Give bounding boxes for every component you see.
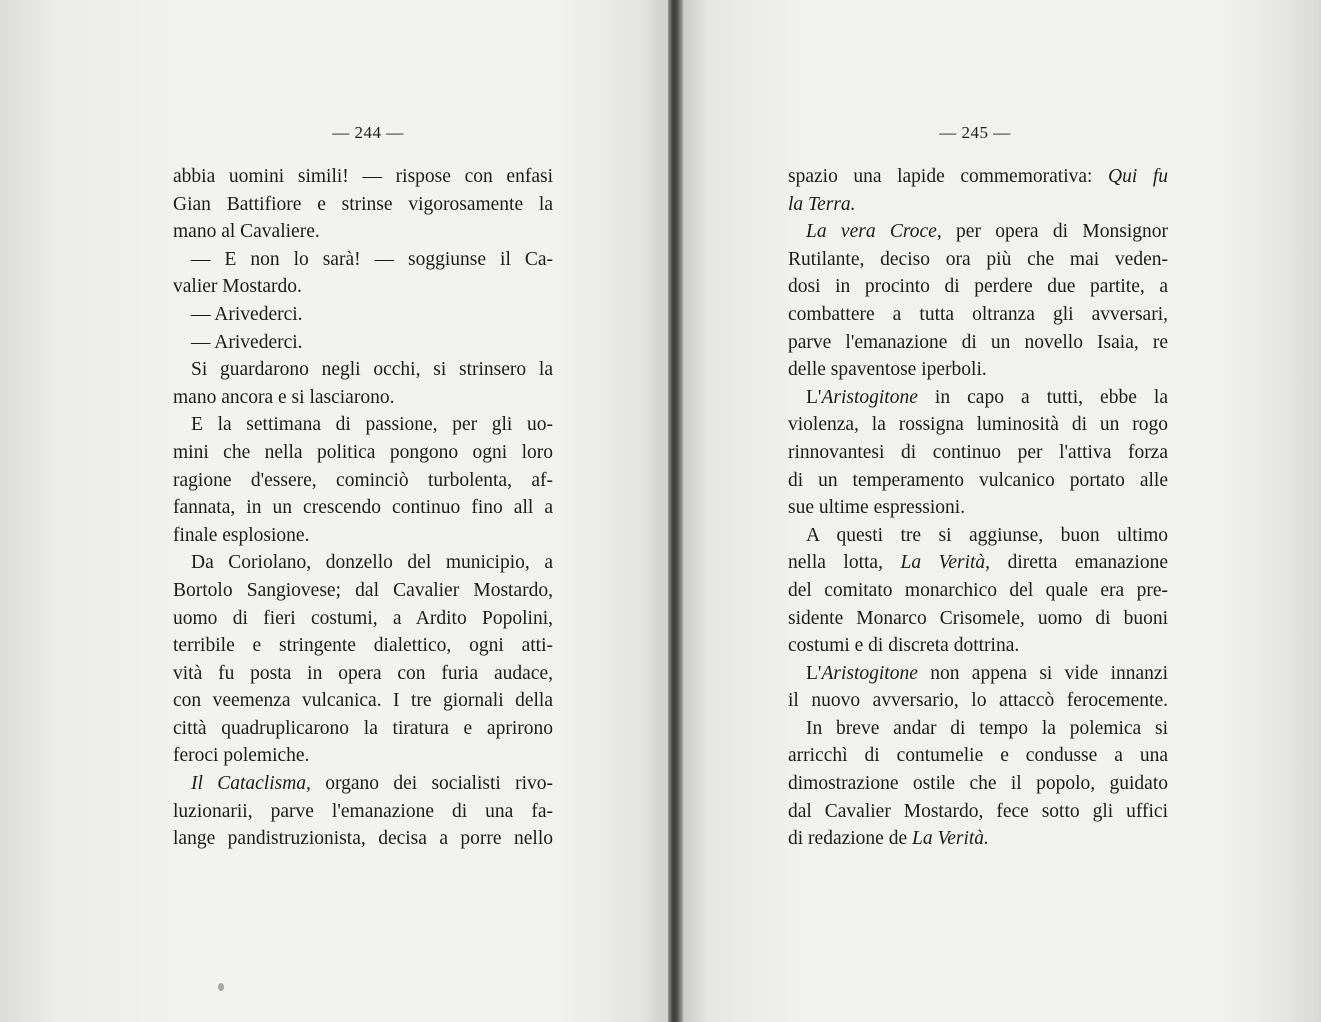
page-number-245: — 245 —	[939, 123, 1011, 142]
newspaper-title-la-verita: La Verità.	[911, 828, 989, 850]
text-line: — Arivederci.	[191, 303, 303, 325]
text-line	[788, 163, 1168, 191]
text-line: A questi tre si aggiunse, buon ultimo	[806, 524, 1168, 546]
newspaper-title-la-vera-croce: La vera Croce,	[806, 221, 942, 243]
text-line: terribile e stringente dialettico, ogni atti-	[173, 635, 553, 657]
text-line: E la settimana di passione, per gli uo-	[191, 414, 553, 436]
text-line: violenza, la rossigna luminosità di un rogo	[788, 414, 1168, 436]
text-line: il nuovo avversario, lo attaccò ferocemente.	[788, 690, 1168, 712]
text-line: dimostrazione ostile che il popolo, guidato	[788, 773, 1168, 795]
text-line: sidente Monarco Crisomele, uomo di buoni	[788, 607, 1168, 629]
page-number-244: — 244 —	[332, 123, 404, 142]
text-fragment: L'	[806, 386, 822, 408]
text-line: con veemenza vulcanica. I tre giornali della	[173, 690, 553, 712]
text-line: Da Coriolano, donzello del municipio, a	[191, 552, 553, 574]
text-line: abbia uomini simili! — rispose con enfasi	[173, 166, 553, 187]
text-fragment: non appena si vide innanzi	[917, 662, 1168, 684]
text-line	[788, 660, 1168, 688]
text-line: combattere a tutta oltranza gli avversari,	[788, 303, 1168, 325]
text-line: In breve andar di tempo la polemica si	[806, 717, 1168, 739]
text-line: mano al Cavaliere.	[173, 221, 320, 243]
text-line: ragione d'essere, cominciò turbolenta, af-	[173, 469, 553, 491]
text-line: di un temperamento vulcanico portato alle	[788, 469, 1168, 491]
newspaper-title-la-verita: La Verità,	[900, 552, 991, 574]
text-line	[788, 218, 1168, 246]
text-line: costumi e di discreta dottrina.	[788, 635, 1020, 657]
text-line	[173, 770, 553, 798]
text-line: Si guardarono negli occhi, si strinsero la	[191, 359, 553, 381]
text-line: arricchì di contumelie e condusse a una	[788, 745, 1168, 767]
text-line: Rutilante, deciso ora più che mai veden-	[788, 248, 1168, 270]
text-line: delle spaventose iperboli.	[788, 359, 987, 381]
text-line: mano ancora e si lasciarono.	[173, 386, 395, 408]
book-gutter	[668, 0, 683, 1022]
text-line: mini che nella politica pongono ogni loro	[173, 441, 553, 463]
text-fragment: L'	[806, 662, 822, 684]
text-fragment: spazio una lapide commemorativa:	[788, 166, 1108, 187]
text-line: feroci polemiche.	[173, 745, 310, 767]
text-line: valier Mostardo.	[173, 276, 302, 298]
text-line: rinnovantesi di continuo per l'attiva forza	[788, 441, 1168, 463]
text-line: vità fu posta in opera con furia audace,	[173, 662, 553, 684]
text-line: dosi in procinto di perdere due partite, a	[788, 276, 1168, 298]
text-line	[788, 549, 1168, 577]
text-line	[788, 825, 1168, 853]
text-line: fannata, in un crescendo continuo fino all a	[173, 497, 553, 519]
text-line	[788, 191, 1168, 219]
newspaper-title-il-cataclisma: Il Cataclisma,	[191, 773, 311, 795]
text-fragment: per opera di Monsignor	[941, 221, 1168, 243]
text-line: uomo di fieri costumi, a Ardito Popolini,	[173, 607, 553, 629]
text-line: parve l'emanazione di un novello Isaia, re	[788, 331, 1168, 353]
text-fragment: in capo a tutti, ebbe la	[917, 386, 1168, 408]
text-line	[788, 384, 1168, 412]
text-fragment: organo dei socialisti rivo-	[310, 773, 554, 795]
text-fragment: diretta emanazione	[990, 552, 1168, 574]
ink-speck	[218, 983, 224, 991]
newspaper-title-aristogitone: Aristogitone	[821, 662, 918, 684]
text-line: dal Cavalier Mostardo, fece sotto gli uffici	[788, 800, 1168, 822]
text-line: — Arivederci.	[191, 331, 303, 353]
italic-fragment: la Terra.	[788, 193, 856, 215]
text-line: del comitato monarchico del quale era pre-	[788, 579, 1168, 601]
text-fragment: di redazione de	[788, 828, 912, 850]
text-fragment: nella lotta,	[788, 552, 901, 574]
text-line: città quadruplicarono la tiratura e aprirono	[173, 717, 553, 739]
text-line: sue ultime espressioni.	[788, 497, 966, 519]
left-page-text	[173, 163, 553, 853]
text-line: finale esplosione.	[173, 524, 310, 546]
text-line: lange pandistruzionista, decisa a porre nello	[173, 828, 553, 850]
italic-fragment: Qui fu	[1108, 166, 1168, 187]
text-line: — E non lo sarà! — soggiunse il Ca-	[191, 248, 553, 270]
text-line: Gian Battifiore e strinse vigorosamente la	[173, 193, 553, 215]
text-line: luzionarii, parve l'emanazione di una fa-	[173, 800, 553, 822]
right-page-text	[788, 163, 1168, 853]
text-line: Bortolo Sangiovese; dal Cavalier Mostardo,	[173, 579, 553, 601]
newspaper-title-aristogitone: Aristogitone	[821, 386, 918, 408]
